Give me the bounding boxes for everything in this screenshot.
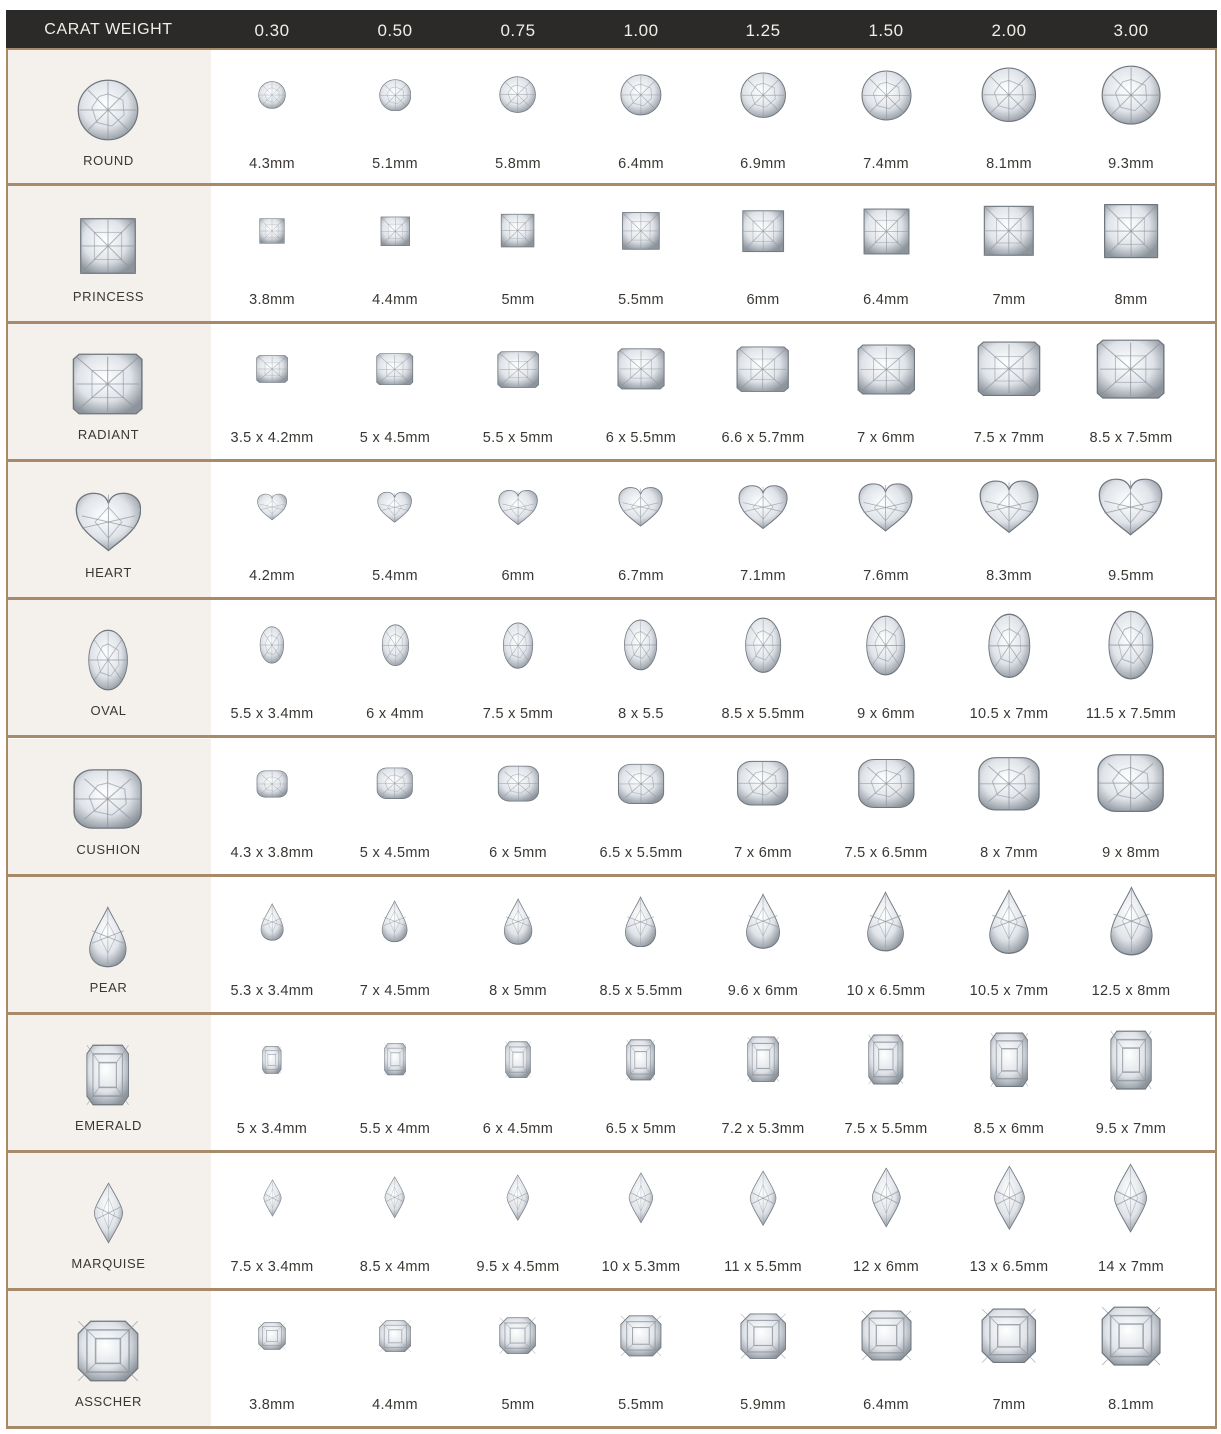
size-cell bbox=[211, 50, 333, 183]
gem-cushion-3.00 bbox=[1096, 753, 1165, 813]
shape-cell bbox=[6, 1153, 211, 1288]
size-label: 4.3mm bbox=[249, 156, 295, 172]
right-border bbox=[1215, 48, 1217, 1429]
gem-round-0.50 bbox=[379, 79, 412, 112]
size-label: 5.4mm bbox=[372, 568, 418, 585]
size-label: 5.9mm bbox=[740, 1396, 786, 1413]
gem-round-3.00 bbox=[1101, 65, 1161, 125]
gem-marquise-0.30 bbox=[263, 1179, 282, 1217]
heart-diamond-icon bbox=[75, 491, 142, 553]
shape-row-marquise bbox=[6, 1153, 1217, 1291]
size-cell bbox=[702, 324, 824, 459]
gem-princess-3.00 bbox=[1101, 201, 1161, 261]
gem-cushion-0.50 bbox=[376, 767, 413, 800]
gem-radiant-0.30 bbox=[256, 355, 288, 383]
emerald-diamond-icon bbox=[86, 1044, 129, 1106]
size-label: 5 x 4.5mm bbox=[359, 430, 431, 447]
gem-asscher-1.50 bbox=[861, 1310, 912, 1361]
gem-oval-0.50 bbox=[381, 624, 410, 667]
gem-marquise-0.50 bbox=[384, 1176, 405, 1219]
size-cell bbox=[948, 186, 1070, 321]
size-cell bbox=[457, 739, 579, 874]
gem-cushion-1.25 bbox=[736, 760, 789, 806]
size-cell bbox=[702, 1015, 824, 1150]
size-cell bbox=[1070, 324, 1192, 459]
gem-asscher-1.00 bbox=[620, 1315, 662, 1357]
gem-radiant-0.50 bbox=[376, 353, 413, 386]
size-label: 8.5 x 7.5mm bbox=[1089, 430, 1173, 447]
size-cell bbox=[457, 186, 579, 321]
gem-round-1.50 bbox=[861, 70, 912, 121]
size-cell bbox=[457, 462, 579, 597]
size-cell bbox=[825, 1153, 947, 1288]
gem-oval-1.00 bbox=[623, 619, 658, 671]
size-cell bbox=[457, 1153, 579, 1288]
gem-radiant-1.50 bbox=[857, 344, 916, 395]
gem-radiant-0.75 bbox=[497, 351, 540, 388]
size-cell bbox=[457, 877, 579, 1012]
size-label: 8 x 7mm bbox=[980, 844, 1038, 861]
size-cell bbox=[211, 739, 333, 874]
carat-header-0.50: 0.50 bbox=[377, 21, 413, 40]
size-label: 7 x 4.5mm bbox=[359, 982, 431, 999]
size-label: 9.5 x 4.5mm bbox=[476, 1258, 560, 1275]
size-cell bbox=[702, 739, 824, 874]
size-label: 7.5 x 5.5mm bbox=[844, 1120, 928, 1137]
shape-label: OVAL bbox=[90, 703, 127, 719]
size-cell bbox=[580, 1015, 702, 1150]
size-label: 8mm bbox=[1114, 292, 1148, 309]
shape-cell bbox=[6, 739, 211, 874]
gem-oval-2.00 bbox=[987, 613, 1032, 679]
size-label: 7.2 x 5.3mm bbox=[721, 1120, 805, 1137]
gem-asscher-2.00 bbox=[981, 1308, 1037, 1364]
size-cell bbox=[334, 186, 456, 321]
size-label: 6.5 x 5.5mm bbox=[599, 844, 683, 861]
oval-diamond-icon bbox=[87, 629, 129, 691]
size-cell bbox=[948, 324, 1070, 459]
shape-label: EMERALD bbox=[74, 1117, 143, 1133]
size-label: 11.5 x 7.5mm bbox=[1085, 706, 1177, 723]
size-label: 5.5 x 5mm bbox=[482, 430, 554, 447]
shape-cell bbox=[6, 1291, 211, 1426]
shape-cell bbox=[6, 877, 211, 1012]
size-label: 5.5mm bbox=[618, 292, 664, 309]
size-label: 4.4mm bbox=[372, 292, 418, 309]
shape-cell bbox=[6, 50, 211, 183]
size-cell bbox=[334, 1153, 456, 1288]
gem-pear-0.75 bbox=[503, 898, 533, 945]
size-cell bbox=[580, 324, 702, 459]
size-cell bbox=[1070, 739, 1192, 874]
size-label: 7.5 x 6.5mm bbox=[844, 844, 928, 861]
size-label: 5 x 4.5mm bbox=[359, 844, 431, 861]
gem-round-0.30 bbox=[258, 81, 286, 109]
size-label: 12.5 x 8mm bbox=[1091, 982, 1171, 999]
gem-heart-0.50 bbox=[377, 491, 412, 524]
shape-row-princess bbox=[6, 186, 1217, 324]
size-cell bbox=[948, 877, 1070, 1012]
size-label: 7 x 6mm bbox=[857, 430, 915, 447]
size-cell bbox=[211, 1015, 333, 1150]
size-label: 8.5 x 5.5mm bbox=[599, 982, 683, 999]
shape-label: RADIANT bbox=[77, 427, 140, 443]
size-label: 3.8mm bbox=[249, 292, 295, 309]
gem-asscher-1.25 bbox=[740, 1313, 786, 1359]
size-label: 7.6mm bbox=[863, 568, 909, 585]
size-label: 9.6 x 6mm bbox=[727, 982, 799, 999]
shape-cell bbox=[6, 324, 211, 459]
size-cell bbox=[948, 600, 1070, 735]
size-cell bbox=[1070, 600, 1192, 735]
shape-label: ROUND bbox=[83, 153, 134, 168]
shape-cell bbox=[6, 1015, 211, 1150]
size-cell bbox=[825, 186, 947, 321]
size-label: 8.3mm bbox=[986, 568, 1032, 585]
size-label: 10.5 x 7mm bbox=[969, 706, 1049, 723]
size-label: 6.6 x 5.7mm bbox=[721, 430, 805, 447]
size-label: 13 x 6.5mm bbox=[969, 1258, 1049, 1275]
size-label: 9.5mm bbox=[1108, 568, 1154, 585]
size-cell bbox=[948, 739, 1070, 874]
gem-emerald-1.50 bbox=[868, 1034, 904, 1085]
size-label: 5 x 3.4mm bbox=[236, 1120, 308, 1137]
size-cell bbox=[825, 1015, 947, 1150]
gem-cushion-0.30 bbox=[256, 770, 288, 798]
princess-diamond-icon bbox=[77, 215, 139, 277]
carat-header-0.30: 0.30 bbox=[254, 21, 290, 40]
size-cell bbox=[702, 1291, 824, 1426]
size-cell bbox=[334, 1015, 456, 1150]
gem-emerald-1.00 bbox=[626, 1039, 655, 1081]
size-cell bbox=[948, 1153, 1070, 1288]
size-label: 4.4mm bbox=[372, 1396, 418, 1413]
size-cell bbox=[211, 1153, 333, 1288]
size-label: 7.4mm bbox=[863, 156, 909, 172]
size-label: 5.5 x 3.4mm bbox=[230, 706, 314, 723]
left-border bbox=[6, 48, 8, 1429]
size-label: 12 x 6mm bbox=[852, 1258, 920, 1275]
carat-weight-header: CARAT WEIGHT bbox=[44, 21, 173, 38]
gem-radiant-2.00 bbox=[977, 341, 1041, 397]
gem-pear-0.30 bbox=[260, 903, 284, 941]
shape-row-radiant bbox=[6, 324, 1217, 462]
size-label: 6.4mm bbox=[863, 292, 909, 309]
size-cell bbox=[948, 50, 1070, 183]
size-cell bbox=[580, 1291, 702, 1426]
marquise-diamond-icon bbox=[93, 1182, 124, 1244]
size-cell bbox=[702, 50, 824, 183]
size-label: 6mm bbox=[501, 568, 535, 585]
gem-heart-1.00 bbox=[618, 486, 663, 528]
gem-princess-0.75 bbox=[499, 212, 536, 249]
size-label: 5.5 x 4mm bbox=[359, 1120, 431, 1137]
gem-princess-1.00 bbox=[620, 210, 662, 252]
size-cell bbox=[334, 462, 456, 597]
shape-cell bbox=[6, 600, 211, 735]
size-cell bbox=[1070, 1291, 1192, 1426]
gem-oval-1.50 bbox=[865, 615, 906, 676]
gem-pear-0.50 bbox=[381, 900, 408, 943]
gem-princess-1.50 bbox=[861, 206, 912, 257]
size-label: 4.2mm bbox=[249, 568, 295, 585]
carat-header-1.00: 1.00 bbox=[623, 21, 659, 40]
size-cell bbox=[457, 1291, 579, 1426]
shape-cell bbox=[6, 186, 211, 321]
gem-princess-0.30 bbox=[258, 217, 286, 245]
size-label: 9 x 8mm bbox=[1102, 844, 1160, 861]
gem-emerald-0.75 bbox=[505, 1041, 531, 1078]
gem-cushion-1.50 bbox=[857, 758, 916, 809]
gem-radiant-1.00 bbox=[617, 348, 665, 390]
size-cell bbox=[211, 186, 333, 321]
size-label: 8.5 x 4mm bbox=[359, 1258, 431, 1275]
gem-round-1.00 bbox=[620, 74, 662, 116]
size-cell bbox=[825, 877, 947, 1012]
cushion-diamond-icon bbox=[72, 768, 143, 830]
size-cell bbox=[580, 877, 702, 1012]
size-cell bbox=[825, 50, 947, 183]
size-cell bbox=[702, 462, 824, 597]
size-label: 5mm bbox=[501, 1396, 535, 1413]
shape-label: MARQUISE bbox=[71, 1255, 146, 1271]
asscher-diamond-icon bbox=[77, 1320, 139, 1382]
size-label: 4.3 x 3.8mm bbox=[230, 844, 314, 861]
gem-princess-1.25 bbox=[740, 208, 786, 254]
gem-cushion-2.00 bbox=[977, 756, 1041, 812]
gem-marquise-0.75 bbox=[506, 1174, 530, 1221]
size-label: 6.5 x 5mm bbox=[605, 1120, 677, 1137]
size-cell bbox=[334, 739, 456, 874]
size-cell bbox=[1070, 1153, 1192, 1288]
size-label: 9.5 x 7mm bbox=[1095, 1120, 1167, 1137]
gem-emerald-0.30 bbox=[262, 1046, 282, 1074]
size-cell bbox=[334, 877, 456, 1012]
size-label: 9 x 6mm bbox=[857, 706, 915, 723]
size-label: 6.7mm bbox=[618, 568, 664, 585]
carat-header-3.00: 3.00 bbox=[1113, 21, 1149, 40]
size-label: 5.8mm bbox=[495, 156, 541, 172]
gem-asscher-0.30 bbox=[258, 1322, 286, 1350]
gem-marquise-3.00 bbox=[1113, 1163, 1148, 1233]
gem-pear-1.25 bbox=[745, 893, 781, 949]
gem-emerald-0.50 bbox=[384, 1043, 407, 1076]
gem-radiant-1.25 bbox=[736, 346, 789, 392]
gem-emerald-1.25 bbox=[747, 1036, 779, 1082]
shape-label: ASSCHER bbox=[74, 1393, 143, 1409]
size-cell bbox=[825, 739, 947, 874]
gem-heart-2.00 bbox=[979, 479, 1039, 535]
size-label: 7.1mm bbox=[740, 568, 786, 585]
size-label: 7 x 6mm bbox=[734, 844, 792, 861]
size-label: 5.5mm bbox=[618, 1396, 664, 1413]
size-cell bbox=[457, 600, 579, 735]
size-label: 3.8mm bbox=[249, 1396, 295, 1413]
size-cell bbox=[457, 50, 579, 183]
size-label: 7mm bbox=[992, 1396, 1026, 1413]
size-cell bbox=[580, 1153, 702, 1288]
gem-asscher-3.00 bbox=[1101, 1306, 1161, 1366]
gem-asscher-0.50 bbox=[379, 1320, 412, 1353]
carat-header-1.25: 1.25 bbox=[745, 21, 781, 40]
gem-round-0.75 bbox=[499, 76, 536, 113]
gem-princess-0.50 bbox=[379, 215, 412, 248]
pear-diamond-icon bbox=[88, 906, 128, 968]
carat-header-0.75: 0.75 bbox=[500, 21, 536, 40]
gem-oval-0.75 bbox=[502, 622, 534, 669]
gem-oval-0.30 bbox=[259, 626, 285, 664]
carat-size-chart bbox=[6, 10, 1217, 1429]
gem-asscher-0.75 bbox=[499, 1317, 536, 1354]
shape-label: HEART bbox=[85, 565, 132, 581]
gem-heart-3.00 bbox=[1098, 477, 1163, 537]
size-label: 10 x 5.3mm bbox=[601, 1258, 681, 1275]
gem-marquise-1.00 bbox=[628, 1172, 654, 1224]
size-label: 7mm bbox=[992, 292, 1026, 309]
size-label: 7.5 x 5mm bbox=[482, 706, 554, 723]
size-label: 14 x 7mm bbox=[1097, 1258, 1165, 1275]
size-cell bbox=[1070, 877, 1192, 1012]
size-label: 6 x 5mm bbox=[489, 844, 547, 861]
size-cell bbox=[334, 50, 456, 183]
size-label: 6.4mm bbox=[618, 156, 664, 172]
gem-marquise-2.00 bbox=[993, 1165, 1026, 1231]
gem-heart-0.30 bbox=[257, 493, 287, 521]
size-label: 6mm bbox=[746, 292, 780, 309]
size-cell bbox=[580, 50, 702, 183]
size-label: 3.5 x 4.2mm bbox=[230, 430, 314, 447]
gem-oval-3.00 bbox=[1107, 610, 1155, 680]
size-label: 6 x 5.5mm bbox=[605, 430, 677, 447]
size-label: 8.5 x 5.5mm bbox=[721, 706, 805, 723]
shape-label: PEAR bbox=[89, 979, 128, 995]
gem-marquise-1.50 bbox=[871, 1167, 902, 1228]
gem-pear-1.50 bbox=[866, 891, 905, 952]
size-cell bbox=[1070, 1015, 1192, 1150]
size-cell bbox=[580, 462, 702, 597]
gem-heart-1.25 bbox=[738, 484, 788, 530]
size-cell bbox=[825, 324, 947, 459]
size-label: 6 x 4mm bbox=[366, 706, 424, 723]
size-cell bbox=[948, 1015, 1070, 1150]
size-cell bbox=[825, 462, 947, 597]
gem-round-1.25 bbox=[740, 72, 786, 118]
size-cell bbox=[702, 186, 824, 321]
size-cell bbox=[702, 1153, 824, 1288]
shape-label: PRINCESS bbox=[72, 289, 145, 305]
size-cell bbox=[334, 1291, 456, 1426]
size-cell bbox=[457, 324, 579, 459]
size-label: 8.1mm bbox=[1108, 1396, 1154, 1413]
size-cell bbox=[580, 739, 702, 874]
shape-row-asscher bbox=[6, 1291, 1217, 1429]
size-cell bbox=[580, 186, 702, 321]
shape-row-pear bbox=[6, 877, 1217, 1015]
size-cell bbox=[211, 462, 333, 597]
size-cell bbox=[211, 324, 333, 459]
size-cell bbox=[1070, 462, 1192, 597]
gem-heart-1.50 bbox=[858, 482, 913, 533]
size-label: 8 x 5.5 bbox=[618, 706, 664, 723]
carat-header-1.50: 1.50 bbox=[868, 21, 904, 40]
size-label: 11 x 5.5mm bbox=[724, 1258, 802, 1275]
size-label: 6.9mm bbox=[740, 156, 786, 172]
gem-emerald-3.00 bbox=[1110, 1030, 1152, 1090]
gem-princess-2.00 bbox=[981, 203, 1037, 259]
size-cell bbox=[211, 877, 333, 1012]
shape-row-cushion bbox=[6, 739, 1217, 877]
size-label: 5.3 x 3.4mm bbox=[230, 982, 314, 999]
size-cell bbox=[948, 462, 1070, 597]
shape-row-heart bbox=[6, 462, 1217, 600]
size-cell bbox=[702, 877, 824, 1012]
size-label: 7.5 x 3.4mm bbox=[230, 1258, 314, 1275]
gem-emerald-2.00 bbox=[990, 1032, 1029, 1088]
carat-header-2.00: 2.00 bbox=[991, 21, 1027, 40]
size-label: 8.1mm bbox=[986, 156, 1032, 172]
size-label: 7.5 x 7mm bbox=[973, 430, 1045, 447]
gem-cushion-0.75 bbox=[497, 765, 540, 802]
shape-cell bbox=[6, 462, 211, 597]
size-cell bbox=[457, 1015, 579, 1150]
size-cell bbox=[211, 600, 333, 735]
gem-marquise-1.25 bbox=[749, 1170, 777, 1226]
size-cell bbox=[702, 600, 824, 735]
shape-row-emerald bbox=[6, 1015, 1217, 1153]
shape-label: CUSHION bbox=[76, 841, 141, 857]
gem-oval-1.25 bbox=[744, 617, 782, 673]
size-cell bbox=[825, 600, 947, 735]
gem-radiant-3.00 bbox=[1096, 339, 1165, 399]
gem-pear-2.00 bbox=[988, 889, 1030, 955]
size-label: 6 x 4.5mm bbox=[482, 1120, 554, 1137]
shape-row-oval bbox=[6, 600, 1217, 738]
size-cell bbox=[211, 1291, 333, 1426]
size-cell bbox=[1070, 186, 1192, 321]
size-cell bbox=[334, 324, 456, 459]
gem-heart-0.75 bbox=[498, 489, 538, 526]
size-cell bbox=[334, 600, 456, 735]
size-label: 8 x 5mm bbox=[489, 982, 547, 999]
size-label: 10 x 6.5mm bbox=[846, 982, 926, 999]
gem-round-2.00 bbox=[981, 67, 1037, 123]
size-cell bbox=[1070, 50, 1192, 183]
size-label: 9.3mm bbox=[1108, 156, 1154, 172]
size-label: 8.5 x 6mm bbox=[973, 1120, 1045, 1137]
gem-pear-1.00 bbox=[624, 896, 657, 948]
size-cell bbox=[580, 600, 702, 735]
size-label: 5mm bbox=[501, 292, 535, 309]
size-label: 5.1mm bbox=[372, 156, 418, 172]
size-label: 10.5 x 7mm bbox=[969, 982, 1049, 999]
gem-cushion-1.00 bbox=[617, 763, 665, 805]
round-diamond-icon bbox=[77, 79, 139, 141]
gem-pear-3.00 bbox=[1109, 886, 1154, 956]
shape-row-round bbox=[6, 48, 1217, 186]
size-label: 6.4mm bbox=[863, 1396, 909, 1413]
radiant-diamond-icon bbox=[72, 353, 143, 415]
size-cell bbox=[948, 1291, 1070, 1426]
header-bar bbox=[6, 10, 1217, 48]
size-cell bbox=[825, 1291, 947, 1426]
